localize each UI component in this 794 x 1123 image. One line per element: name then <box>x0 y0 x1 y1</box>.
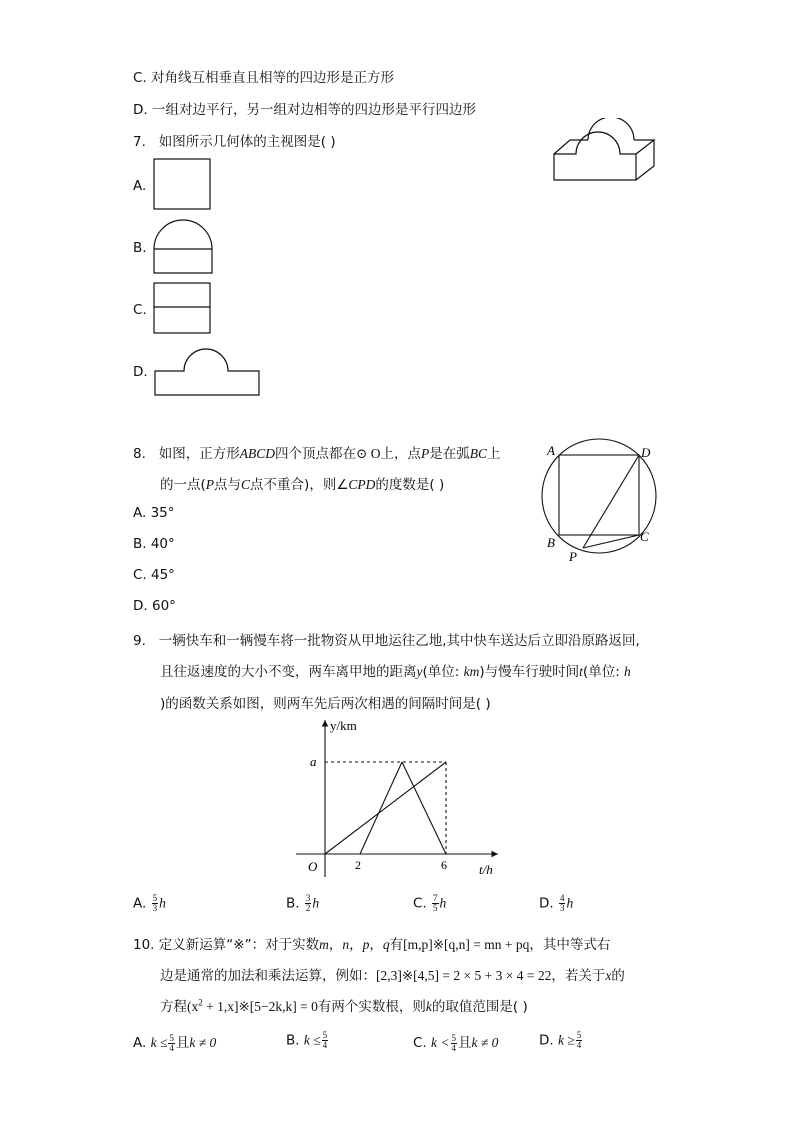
fraction <box>559 894 566 913</box>
label-c: C <box>640 529 649 544</box>
unit: h <box>439 895 447 911</box>
q10-math-sup: 2 <box>198 997 203 1008</box>
q9-stem-line3: )的函数关系如图，则两车先后两次相遇的间隔时间是( ) <box>160 696 491 712</box>
q9-text: )与慢车行驶时间 <box>479 664 580 680</box>
q9-stem-line1 <box>133 629 640 649</box>
fraction <box>576 1031 583 1050</box>
option-label: D. <box>539 1032 554 1049</box>
q10-text: ， <box>349 937 363 953</box>
q9-math: km <box>463 664 480 679</box>
option-label: B. <box>286 895 300 912</box>
option-text: 且 <box>458 1035 472 1051</box>
q7-option-d-figure <box>153 343 263 399</box>
q7-option-b-label: B. <box>133 240 147 256</box>
denominator: 4 <box>169 1042 174 1053</box>
q10-number: 10. <box>133 937 155 953</box>
a-label: a <box>310 754 317 769</box>
q10-math: n <box>342 937 350 952</box>
q10-text: ， <box>369 937 383 953</box>
unit: h <box>566 895 574 911</box>
q8-stem-line1 <box>133 442 500 462</box>
label-p: P <box>569 549 577 564</box>
q8-option-a: A. 35° <box>133 505 175 521</box>
q10-math: + 1,x]※[5−2k,k] = 0 <box>202 999 318 1014</box>
q7-option-a-label: A. <box>133 178 147 194</box>
option-math: k ≤ <box>150 1035 168 1050</box>
q8-math: ABCD <box>239 446 276 461</box>
numerator: 5 <box>322 1030 328 1040</box>
option-math: k ≤ <box>303 1032 321 1048</box>
q10-text: 边是通常的加法和乘法运算，例如： <box>160 968 376 984</box>
numerator: 5 <box>152 893 158 903</box>
q9-stem-line2 <box>160 660 631 680</box>
x-axis-label: t/h <box>479 862 493 877</box>
q8-text: 上，点 <box>380 446 421 462</box>
segment-pc <box>583 535 639 548</box>
option-text: 且 <box>175 1035 190 1051</box>
q10-option-c <box>413 1031 498 1053</box>
label-b: B <box>547 535 555 550</box>
q10-text: 有两个实数根，则 <box>317 999 426 1015</box>
q8-math: P <box>420 446 430 461</box>
q8-option-d: D. 60° <box>133 598 176 614</box>
unit: h <box>159 895 166 911</box>
q10-text: 的 <box>611 968 625 984</box>
fraction <box>322 1031 329 1050</box>
q7-option-c-figure <box>153 282 213 336</box>
fraction <box>152 894 159 913</box>
q9-text: (单位: <box>582 664 620 680</box>
numerator: 5 <box>576 1030 582 1040</box>
denominator: 4 <box>576 1040 582 1050</box>
fraction <box>451 1034 458 1053</box>
q9-text: 且往返速度的大小不变，两车离甲地的距离 <box>160 664 417 680</box>
q8-text: 如图，正方形 <box>158 446 240 462</box>
fast-car-back <box>402 762 446 854</box>
label-d: D <box>641 445 651 460</box>
q7-option-a-figure <box>153 158 213 212</box>
q10-math: m <box>319 937 329 952</box>
q8-math: ⊙ O <box>356 446 381 461</box>
option-label: C. <box>413 1035 427 1051</box>
denominator: 3 <box>152 903 158 913</box>
q10-math: q <box>382 937 390 952</box>
q7-option-d-label: D. <box>133 364 148 380</box>
fraction <box>432 894 439 913</box>
q6-option-d: D. 一组对边平行，另一组对边相等的四边形是平行四边形 <box>133 102 476 118</box>
q8-stem-line2 <box>160 473 444 493</box>
q9-number: 9. <box>133 633 146 649</box>
option-label: B. <box>286 1032 300 1049</box>
q10-text: 有 <box>389 937 404 953</box>
q8-text: 四个顶点都在 <box>275 446 357 462</box>
option-label: A. <box>133 1035 147 1051</box>
q10-text: ，其中等式右 <box>529 937 611 953</box>
option-label: D. <box>539 895 554 912</box>
denominator: 4 <box>322 1040 328 1050</box>
denominator: 5 <box>433 903 438 913</box>
fraction <box>168 1034 175 1053</box>
q9-option-b <box>286 894 319 913</box>
q8-text: 上 <box>486 446 501 462</box>
q8-text: 点与 <box>214 477 242 493</box>
denominator: 3 <box>559 903 565 913</box>
numerator: 4 <box>559 893 565 903</box>
q10-option-b <box>286 1031 329 1050</box>
slow-car-line <box>325 762 446 854</box>
numerator: 5 <box>451 1032 456 1043</box>
option-label: A. <box>133 895 147 912</box>
q7-number: 7. <box>133 134 146 150</box>
numerator: 5 <box>169 1032 174 1043</box>
q9-text: (单位: <box>422 664 460 680</box>
q7-stem <box>133 130 336 150</box>
q8-math: BC <box>469 446 487 461</box>
q8-math: C <box>241 477 251 492</box>
tick-6: 6 <box>441 858 447 872</box>
q10-text: ， <box>328 937 343 953</box>
q10-math: [m,p]※[q,n] = mn + pq <box>403 937 530 952</box>
segment-pd <box>583 455 639 548</box>
q7-stem-text: 如图所示几何体的主视图是( ) <box>158 134 336 150</box>
q10-math: [2,3]※[4,5] = 2 × 5 + 3 × 4 = 22 <box>376 968 552 983</box>
q9-option-c <box>413 894 446 913</box>
q10-stem-line2 <box>160 964 625 984</box>
q8-math: CPD <box>348 477 376 492</box>
fraction <box>305 894 312 913</box>
numerator: 7 <box>433 893 438 903</box>
q9-graph <box>290 712 505 882</box>
q10-math: k <box>425 999 432 1014</box>
option-math: k ≥ <box>557 1032 575 1048</box>
q7-option-b-figure <box>152 215 214 275</box>
q9-math: t <box>579 664 583 679</box>
denominator: 4 <box>451 1042 456 1053</box>
q10-math: x <box>605 968 612 983</box>
denominator: 2 <box>305 903 311 913</box>
q10-math: (x <box>187 999 199 1014</box>
q10-text: 定义新运算“※”：对于实数 <box>158 937 320 953</box>
origin-label: O <box>308 859 318 874</box>
q9-option-d <box>539 894 573 913</box>
q8-option-c: C. 45° <box>133 567 175 583</box>
q8-text: 是在弧 <box>429 446 470 462</box>
q8-number: 8. <box>133 446 146 462</box>
unit: h <box>312 895 320 911</box>
q10-stem-line1 <box>133 933 610 953</box>
q9-option-a <box>133 894 166 913</box>
q8-text: 点不重合)，则∠ <box>250 477 349 493</box>
q10-math: p <box>362 937 370 952</box>
q10-option-a <box>133 1031 216 1053</box>
q8-math: P <box>205 477 215 492</box>
q7-solid-figure <box>550 118 660 184</box>
option-label: C. <box>413 895 427 912</box>
q10-text: ，若关于 <box>551 968 606 984</box>
q6-option-c: C. 对角线互相垂直且相等的四边形是正方形 <box>133 70 395 86</box>
q10-option-d <box>539 1031 583 1050</box>
q8-text: 的度数是( ) <box>375 477 445 493</box>
q10-text: 方程 <box>160 999 187 1015</box>
q7-option-c-label: C. <box>133 302 147 318</box>
fast-car-out <box>360 762 402 854</box>
option-math: k ≠ 0 <box>471 1035 499 1050</box>
numerator: 3 <box>305 893 311 903</box>
q8-option-b: B. 40° <box>133 536 175 552</box>
option-math: k ≠ 0 <box>189 1035 217 1050</box>
tick-2: 2 <box>355 858 361 872</box>
q8-text: 的一点( <box>160 477 206 493</box>
option-math: k < <box>431 1035 450 1050</box>
q10-text: 的取值范围是( ) <box>431 999 528 1015</box>
q9-math: h <box>624 664 631 679</box>
q8-circle-figure <box>535 438 670 566</box>
y-axis-label: y/km <box>330 718 357 733</box>
q10-stem-line3 <box>160 995 528 1015</box>
square-abcd <box>559 455 639 535</box>
q9-math: y <box>416 664 423 679</box>
label-a: A <box>547 443 555 458</box>
q9-text: 一辆快车和一辆慢车将一批物资从甲地运往乙地,其中快车送达后立即沿原路返回, <box>158 633 640 649</box>
